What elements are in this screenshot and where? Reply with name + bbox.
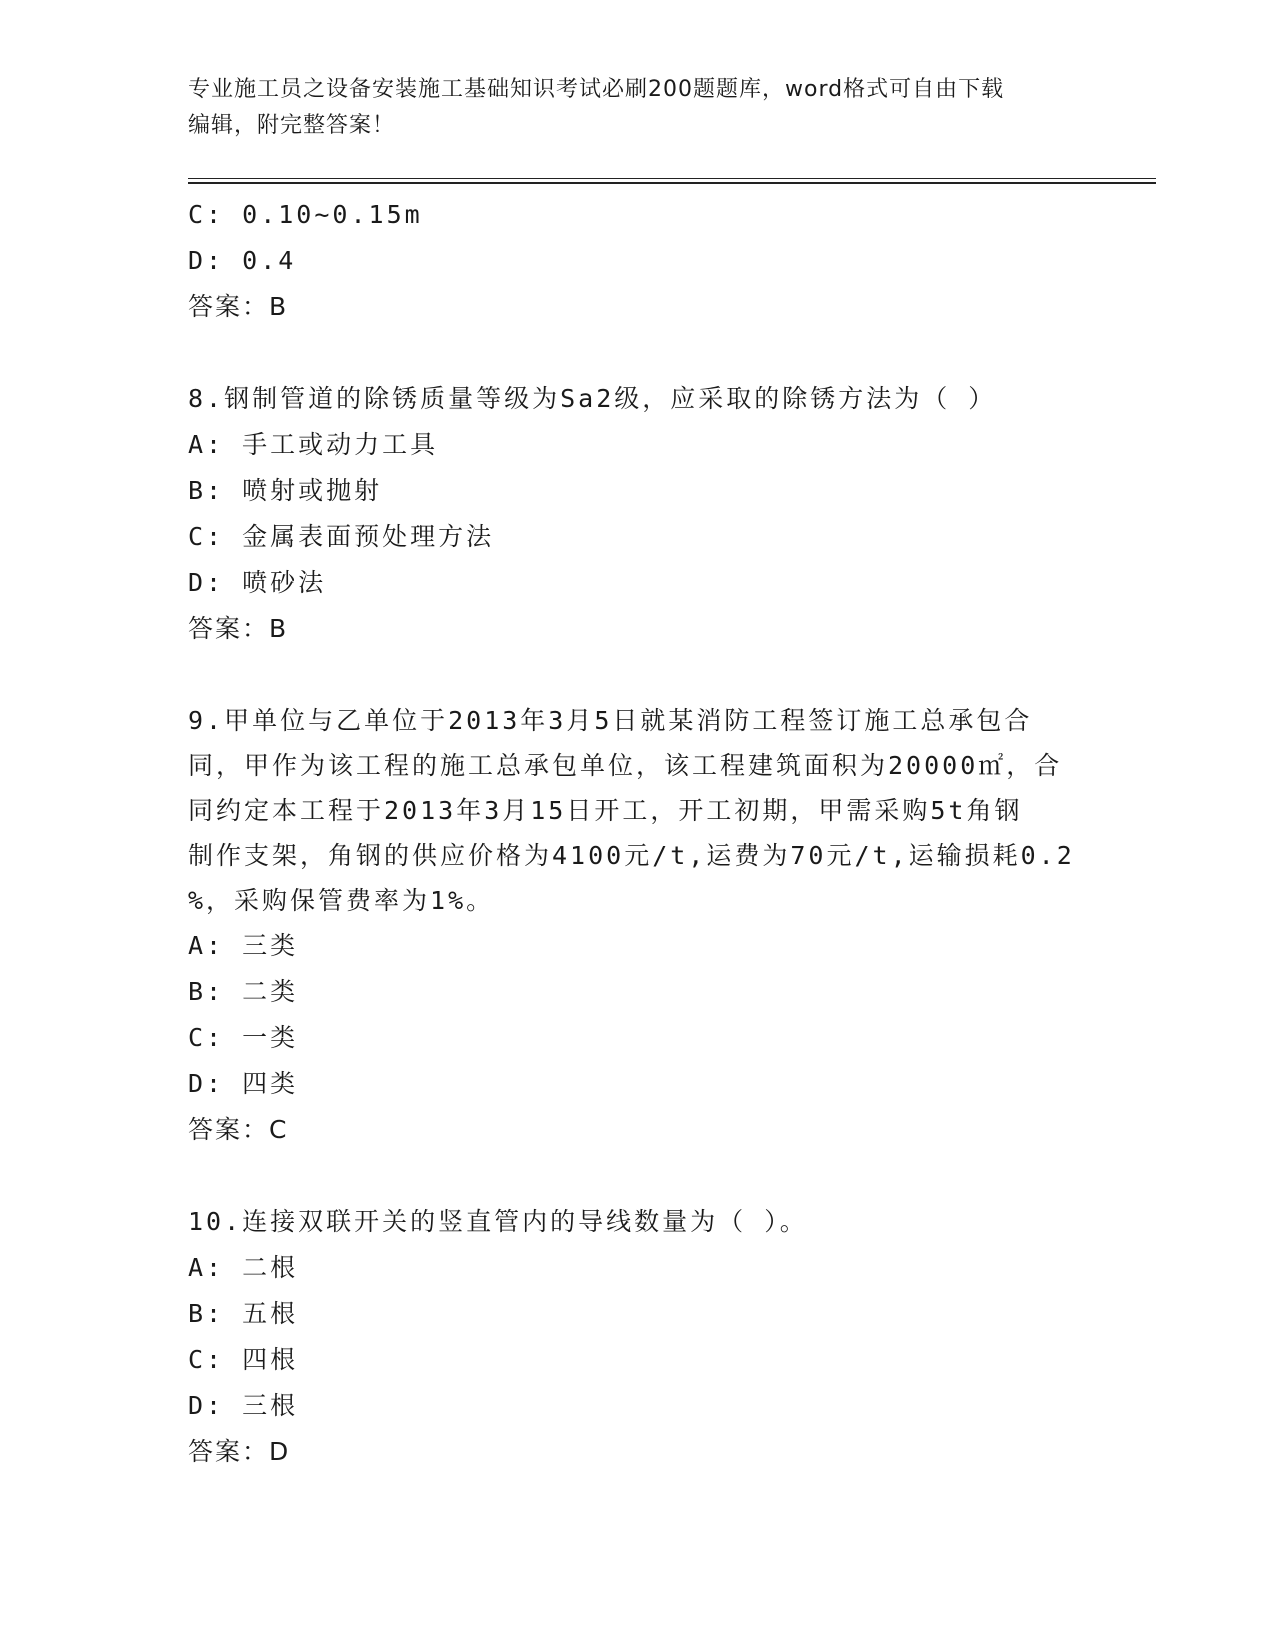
option-b: B: 二类 <box>188 977 299 1006</box>
answer-line: 答案：C <box>188 1115 289 1144</box>
question-list <box>188 192 1088 1475</box>
spacer <box>188 1153 1088 1199</box>
option-c: C: 四根 <box>188 1345 299 1374</box>
option-d: D: 三根 <box>188 1391 299 1420</box>
option-d: D: 0.4 <box>188 246 297 275</box>
spacer <box>188 330 1088 376</box>
answer-line: 答案：B <box>188 292 289 321</box>
stem-line: 9.甲单位与乙单位于2013年3月5日就某消防工程签订施工总承包合 <box>188 706 1033 735</box>
option-b: B: 喷射或抛射 <box>188 476 383 505</box>
answer-line: 答案：D <box>188 1437 291 1466</box>
answer-line: 答案：B <box>188 614 289 643</box>
question-stem <box>188 698 1088 923</box>
question-stem: 8.钢制管道的除锈质量等级为Sa2级，应采取的除锈方法为（ ） <box>188 384 997 413</box>
option-d: D: 四类 <box>188 1069 299 1098</box>
option-c: C: 一类 <box>188 1023 299 1052</box>
header-divider-thick <box>188 182 1156 184</box>
option-d: D: 喷砂法 <box>188 568 327 597</box>
question-stem: 10.连接双联开关的竖直管内的导线数量为（ ）。 <box>188 1207 808 1236</box>
option-c: C: 金属表面预处理方法 <box>188 522 495 551</box>
option-a: A: 三类 <box>188 931 299 960</box>
document-header <box>188 72 1068 144</box>
spacer <box>188 652 1088 698</box>
header-divider-thin <box>188 178 1156 179</box>
stem-line: 制作支架，角钢的供应价格为4100元/t,运费为70元/t,运输损耗0.2 <box>188 841 1075 870</box>
option-a: A: 二根 <box>188 1253 299 1282</box>
header-line-1: 专业施工员之设备安装施工基础知识考试必刷200题题库，word格式可自由下载 <box>188 77 1005 102</box>
stem-line: 同，甲作为该工程的施工总承包单位，该工程建筑面积为20000㎡，合 <box>188 751 1063 780</box>
header-line-2: 编辑，附完整答案！ <box>188 113 396 138</box>
stem-line: 同约定本工程于2013年3月15日开工，开工初期，甲需采购5t角钢 <box>188 796 1023 825</box>
option-a: A: 手工或动力工具 <box>188 430 439 459</box>
option-b: B: 五根 <box>188 1299 299 1328</box>
stem-line: %，采购保管费率为1%。 <box>188 886 495 915</box>
option-c: C: 0.10~0.15m <box>188 200 423 229</box>
